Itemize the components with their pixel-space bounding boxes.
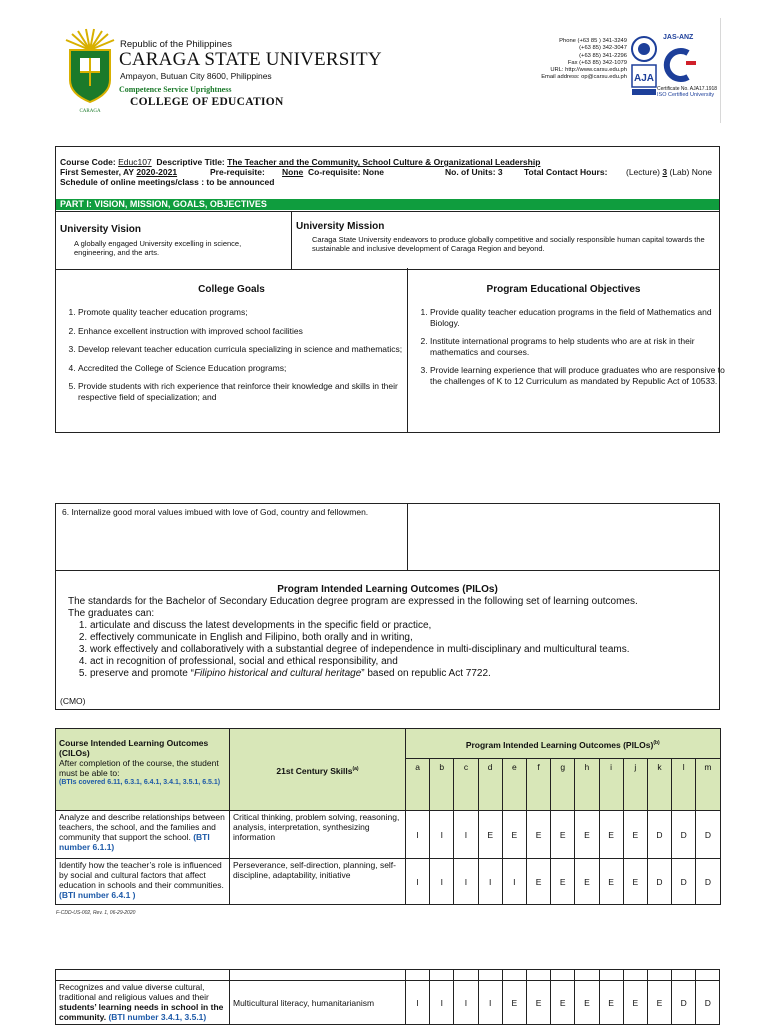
- svg-text:CARAGA: CARAGA: [79, 109, 101, 114]
- pilo-item: 4. act in recognition of professional, social and ethical responsibility, and: [90, 656, 713, 668]
- pilo-letter: h: [575, 759, 599, 811]
- mark-cell: I: [454, 859, 478, 905]
- mark-cell: D: [672, 981, 696, 1025]
- corequisite: Co-requisite: None: [308, 167, 385, 177]
- table-spacer-row: [56, 970, 720, 981]
- peo-list: [412, 307, 730, 394]
- mark-cell: I: [502, 859, 526, 905]
- contact-line: Email address: op@carsu.edu.ph: [541, 74, 627, 81]
- pilo-letter: j: [623, 759, 647, 811]
- cilo-table-continued: [55, 969, 720, 1025]
- mission-text: Caraga State University endeavors to produce globally competitive and socially responsible human capital towards the sustainable and inclusive development of Caraga Region and beyond.: [312, 235, 705, 253]
- pilo-letter: m: [696, 759, 720, 811]
- vision-title: University Vision: [60, 224, 141, 235]
- contact-line: (+63 85) 342-3047: [579, 45, 627, 52]
- peo-title: Program Educational Objectives: [486, 284, 641, 295]
- mark-cell: I: [430, 859, 454, 905]
- mark-cell: I: [406, 859, 430, 905]
- cilo-cell: Analyze and describe relationships between teachers, the school, and the families and community that support the school. (BTI number 6.1.1): [56, 811, 230, 859]
- lecture-hours: 3: [662, 167, 668, 177]
- college-goal-item: 2. Enhance excellent instruction with improved school facilities: [78, 326, 403, 337]
- mark-cell: E: [526, 981, 550, 1025]
- pilo-header: Program Intended Learning Outcomes (PILOs)$^{(b)}$: [406, 729, 721, 759]
- certificate-text: [657, 86, 725, 98]
- item6-divider: [407, 504, 408, 570]
- pilo-body: [68, 596, 713, 680]
- pilo-title: Program Intended Learning Outcomes (PILOs): [277, 584, 498, 595]
- mission-title: University Mission: [296, 221, 385, 232]
- mark-cell: E: [551, 981, 575, 1025]
- motto-uprightness: Uprightness: [190, 85, 232, 94]
- pilo-item: 3. work effectively and collaboratively with a substantial degree of independence in multi-disciplinary and multicultural teams.: [90, 644, 713, 656]
- mark-cell: D: [672, 859, 696, 905]
- mark-cell: E: [623, 981, 647, 1025]
- pilo-letter: d: [478, 759, 502, 811]
- schedule-line: Schedule of online meetings/class : to be announced: [60, 177, 275, 187]
- mark-cell: I: [406, 811, 430, 859]
- mark-cell: E: [502, 981, 526, 1025]
- pilo-letter: f: [526, 759, 550, 811]
- cmo-label: (CMO): [60, 696, 86, 706]
- table-row: [56, 859, 721, 905]
- mark-cell: D: [696, 981, 720, 1025]
- mark-cell: E: [502, 811, 526, 859]
- contact-line: URL: http://www.carsu.edu.ph: [550, 67, 627, 74]
- college-name: COLLEGE OF EDUCATION: [130, 96, 284, 108]
- cilo-header: Course Intended Learning Outcomes (CILOs) After completion of the course, the student must be able to: (BTIs covered 6.11, 6.3.1, 6.4.1, 3.4.1, 3.5.1, 6.5.1): [56, 729, 230, 811]
- mark-cell: E: [647, 981, 671, 1025]
- mark-cell: D: [647, 811, 671, 859]
- vision-cell: [56, 212, 292, 269]
- iso-certified-label: ISO Certified University: [657, 92, 715, 98]
- mark-cell: E: [575, 859, 599, 905]
- units: No. of Units: 3: [445, 167, 503, 177]
- college-goals-title: College Goals: [198, 284, 265, 295]
- jas-anz-badge: JAS-ANZ: [663, 34, 694, 41]
- item6-bottom-rule: [56, 570, 719, 571]
- pilo-intro-2: The graduates can:: [68, 608, 155, 619]
- mark-cell: I: [454, 811, 478, 859]
- table-row: [56, 981, 720, 1025]
- college-goal-item: 4. Accredited the College of Science Education programs;: [78, 363, 403, 374]
- mark-cell: E: [599, 859, 623, 905]
- mark-cell: E: [575, 981, 599, 1025]
- pilo-letter: b: [430, 759, 454, 811]
- college-goals-list: [60, 307, 403, 410]
- pilo-letter: a: [406, 759, 430, 811]
- motto-competence: Competence: [119, 85, 162, 94]
- table-row: [56, 811, 721, 859]
- mark-cell: E: [526, 859, 550, 905]
- mark-cell: I: [478, 981, 502, 1025]
- academic-year: 2020-2021: [136, 167, 178, 177]
- vision-mission-row: [56, 211, 719, 270]
- mark-cell: D: [647, 859, 671, 905]
- header-divider: [720, 18, 721, 123]
- mark-cell: D: [696, 811, 720, 859]
- cilo-cell: Recognizes and value diverse cultural, traditional and religious values and their students’ learning needs in school in the community. (BTI number 3.4.1, 3.5.1): [56, 981, 230, 1025]
- skills-cell: Critical thinking, problem solving, reasoning, analysis, interpretation, synthesizing information: [230, 811, 406, 859]
- peo-item: 3. Provide learning experience that will produce graduates who are responsive to the challenges of K to 12 Curriculum as mandated by Republic Act of 10533.: [430, 365, 730, 386]
- university-name: CARAGA STATE UNIVERSITY: [119, 49, 382, 70]
- skills-header: 21st Century Skills$^{(a)}$: [230, 729, 406, 811]
- peo-item: 1. Provide quality teacher education programs in the field of Mathematics and Biology.: [430, 307, 730, 328]
- cilo-table: [55, 728, 721, 905]
- cilo-cell: Identify how the teacher’s role is influenced by social and cultural factors that affect education in schools and their communities. (BTI number 6.4.1 ): [56, 859, 230, 905]
- republic-line: Republic of the Philippines: [120, 39, 232, 50]
- university-motto: [119, 85, 231, 94]
- pilo-intro: The standards for the Bachelor of Secondary Education degree program are expressed in the following set of learning outcomes.: [68, 596, 638, 607]
- vision-text: A globally engaged University excelling in science, engineering, and the arts.: [74, 239, 242, 257]
- pilo-letter: e: [502, 759, 526, 811]
- mark-cell: E: [623, 859, 647, 905]
- college-goal-item: 3. Develop relevant teacher education curricula specializing in science and mathematics;: [78, 344, 403, 355]
- course-info-section: [55, 146, 725, 433]
- college-goal-item: 1. Promote quality teacher education programs;: [78, 307, 403, 318]
- pilo-letter: l: [672, 759, 696, 811]
- mark-cell: E: [551, 859, 575, 905]
- btis-covered: (BTIs covered 6.11, 6.3.1, 6.4.1, 3.4.1, 3.5.1, 6.5.1): [59, 779, 221, 786]
- skills-cell: Multicultural literacy, humanitarianism: [230, 981, 406, 1025]
- pilo-item: 1. articulate and discuss the latest developments in the specific field or practice,: [90, 620, 713, 632]
- course-line-1: Course Code: Educ107 Descriptive Title: The Teacher and the Community, School Culture & Organizational Leadership: [60, 157, 541, 167]
- university-seal-logo: [62, 28, 118, 116]
- course-title: The Teacher and the Community, School Culture & Organizational Leadership: [227, 157, 541, 167]
- course-info-lines: [60, 157, 715, 187]
- contact-line: Phone (+63 85 ) 341-3249: [559, 38, 627, 44]
- mark-cell: I: [430, 811, 454, 859]
- skills-cell: Perseverance, self-direction, planning, self-discipline, adaptability, initiative: [230, 859, 406, 905]
- college-goal-item-6: 6. Internalize good moral values imbued with love of God, country and fellowmen.: [62, 507, 369, 517]
- pilo-letter: c: [454, 759, 478, 811]
- mark-cell: D: [696, 859, 720, 905]
- certificate-number: Certificate No. AJA17.1918: [657, 86, 718, 92]
- form-footer: F-CDD-US-002, Rev. 1, 06-29-2020: [56, 910, 136, 916]
- mark-cell: E: [623, 811, 647, 859]
- mark-cell: I: [478, 859, 502, 905]
- pilo-letter: k: [647, 759, 671, 811]
- mark-cell: I: [406, 981, 430, 1025]
- pilo-letter: g: [551, 759, 575, 811]
- pilo-list: [68, 620, 713, 680]
- course-code: Educ107: [118, 157, 152, 167]
- pilo-item: 5. preserve and promote “Filipino historical and cultural heritage” based on republic Act 7722.: [90, 668, 713, 680]
- mark-cell: E: [478, 811, 502, 859]
- peo-item: 2. Institute international programs to help students who are at risk in their mathematics and courses.: [430, 336, 730, 357]
- motto-service: Service: [163, 85, 189, 94]
- mark-cell: I: [454, 981, 478, 1025]
- prerequisite: None: [282, 167, 304, 177]
- mark-cell: E: [599, 811, 623, 859]
- course-line-2: First Semester, AY 2020-2021 Pre-requisite: None Co-requisite: None No. of Units: 3 Total Contact Hours: (Lecture) 3 (Lab) None: [60, 167, 713, 177]
- svg-text:AJA: AJA: [633, 73, 655, 84]
- mark-cell: I: [430, 981, 454, 1025]
- pilo-section: [55, 503, 720, 710]
- pilo-letter: i: [599, 759, 623, 811]
- contact-block: [487, 38, 627, 82]
- contact-line: Fax (+63 85) 342-1079: [567, 59, 627, 66]
- university-address: Ampayon, Butuan City 8600, Philippines: [120, 71, 272, 81]
- mark-cell: E: [551, 811, 575, 859]
- contact-line: (+63 85) 341-2296: [579, 52, 627, 59]
- mark-cell: D: [672, 811, 696, 859]
- mark-cell: E: [575, 811, 599, 859]
- part1-bar: PART I: VISION, MISSION, GOALS, OBJECTIVES: [56, 199, 719, 210]
- mark-cell: E: [526, 811, 550, 859]
- mark-cell: E: [599, 981, 623, 1025]
- goals-row: [56, 268, 725, 432]
- pilo-item: 2. effectively communicate in English and Filipino, both orally and in writing,: [90, 632, 713, 644]
- college-goal-item: 5. Provide students with rich experience that reinforce their knowledge and skills in their respective field of specialization; and: [78, 381, 403, 402]
